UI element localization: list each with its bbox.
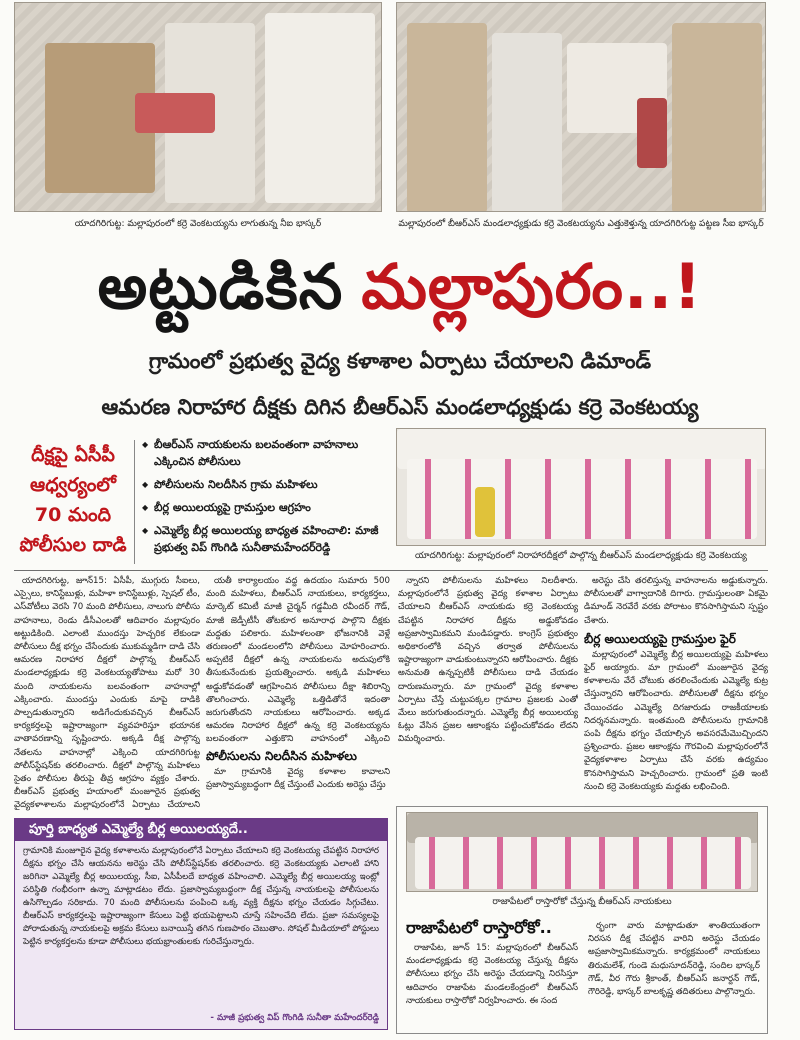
opinion-title: పూర్తి బాధ్యత ఎమ్మెల్యే బీర్ల అయిలయ్యదే.. [15,819,387,841]
article-paragraph: యాదగిరిగుట్ట, జూన్15: ఏసీపీ, ముగ్గురు సీఐలు, ఎస్సైలు, కానిస్టేబుళ్లు, మహిళా కానిస్టేబుళ్లు, స్పెషల్ టీం, ఎస్‌వోటీలు వెరసి 70 మంది పోలీసులు, నాలుగు పోలీసు వాహనాలు, రెండు డీసీఎంలతో ఆదివారం మల్లాపురం అట్టుడికింది. ఎలాంటి ముందస్తు హెచ్చరిక లేకుండా పోలీసులు దీక్ష భగ్నం చేసేందుకు ముకుమ్మడిగా దాడి చేసి ఆమరణ నిరాహార దీక్షలో పాల్గొన్న బీఆర్ఎస్ మండలాధ్యక్షుడు కర్రె వెంకటయ్యతోపాటు మరో 30 మంది నాయకులను బలవంతంగా వాహనాల్లో ఎక్కించారు. ముందస్తు ఎందుకు మాపై దాడికి పాల్పడుతున్నారని అడిగేందుకువచ్చిన బీఆర్ఎస్ కార్యకర్తలపై ఇష్టారాజ్యంగా వ్యవహరిస్తూ భయానక వాతావరణాన్ని సృష్టించారు. అక్కడి దీక్ష పాల్గొన్న నేతలను వాహనాల్లో ఎక్కించి యాదగిరిగుట్ట పోలీస్‌స్టేషన్‌కు తరలించారు. దీక్షలో పాల్గొన్న మహిళలు సైతం పోలీసుల తీరుపై తీవ్ర ఆగ్రహం వ్యక్తం చేశారు. బీఆర్ఎస్ ప్రభుత్వ హయాంలో మంజూరైన ప్రభుత్వ వైద్యకళాశాలను మల్లాపురంలోనే ఏర్పాటు చేయాలని [14,576,200,811]
headline-part1: అట్టుడికిన [97,250,344,323]
top-left-caption: యాదగిరిగుట్ట: మల్లాపురంలో కర్రె వెంకటయ్యను లాగుతున్న నీఐ భాస్కర్ [74,219,322,229]
article-paragraph: అరెస్టు చేసి తరలిస్తున్న వాహనాలను అడ్డుకున్నారు. పోలీసులతో వాగ్వాదానికి దిగారు. గ్రామస్తులంతా ఏకమై డిమాండ్ నెరవేరే వరకు పోరాటం కొనసాగిస్తామని స్పష్టం చేశారు. [584,576,768,626]
article-paragraph: రాజాపేట, జూన్ 15: మల్లాపురంలో బీఆర్ఎస్ మండలాధ్యక్షుడు కర్రె వెంకటయ్య చేస్తున్న దీక్షను పోలీసులు భగ్నం చేసి అరెస్టు చేయడాన్ని నిరసిస్తూ ఆదివారం రాజాపేట మండలకేంద్రంలో బీఆర్ఎస్ నాయకులు రాస్తారోకో నిర్వహించారు. ఈ సంద [406,943,578,1006]
article-paragraph: న్నారని పోలీసులను మహిళలు నిలదీశారు. మల్లాపురంలోనే ప్రభుత్వ వైద్య కళాశాల ఏర్పాటు చేయాలని బీఆర్ఎస్ నాయకుడు కర్రె వెంకటయ్య చేపట్టిన నిరాహార దీక్షను అడ్డుకోవడం అప్రజాస్వామికమని మండిపడ్డారు. కాంగ్రెస్ ప్రభుత్వం అధికారంలోకి వచ్చిన తర్వాత పోలీసులను ఇష్టారాజ్యంగా వాడుకుంటున్నారని ఆరోపించారు. దీక్షకు అనుమతి ఉన్నప్పటికీ పోలీసులు దాడి చేయడం దారుణమన్నారు. మా గ్రామంలో వైద్య కళాశాల ఏర్పాటు చేస్తే చుట్టుపక్కల గ్రామాల ప్రజలకు ఎంతో మేలు జరుగుతుందన్నారు. ఎమ్మెల్యే బీర్ల అయిలయ్య ఓట్లు వేసిన ప్రజల ఆకాంక్షను పట్టించుకోవడం లేదని విమర్శించారు. [398,576,578,745]
top-right-photo [396,2,766,212]
article-column-4 [584,575,768,797]
bullet-item: ◆ బీఆర్ఎస్ నాయకులను బలవంతంగా వాహనాలు ఎక్కించిన పోలీసులు [142,436,386,470]
section-subhead: పోలీసులను నిలదీసిన మహిళలు [206,749,357,763]
subheadline-1: గ్రామంలో ప్రభుత్వ వైద్య కళాశాల ఏర్పాటు చేయాలని డిమాండ్ [148,349,652,373]
article-paragraph: మా గ్రామానికి వైద్య కళాశాల కావాలని ప్రజాస్వామ్యబద్ధంగా దీక్ష చేస్తుంటే ఎందుకు అరెస్టు చేస్తు [206,767,390,791]
article-paragraph: ర్భంగా వారు మాట్లాడుతూ శాంతియుతంగా నిరసన దీక్ష చేపట్టిన వారిని అరెస్టు చేయడం అప్రజాస్వామికమన్నారు. కార్యక్రమంలో నాయకులు తిరుమలేశ్, గుండె మధుసూదన్‌రెడ్డి, సందిల భాస్కర్ గౌడ్, వీర గౌరు శ్రీకాంత్, బీఆర్ఎస్ జనార్దన్ గౌడ్, గౌరిరెడ్డి, భాస్కర్ బాలకృష్ణ తదితరులు పాల్గొన్నారు. [588,921,760,998]
bottom-caption: రాజాపేటలో రాస్తారోకో చేస్తున్న బీఆర్ఎస్ నాయకులు [492,897,672,907]
subheadline-2: ఆమరణ నిరాహార దీక్షకు దిగిన బీఆర్ఎస్ మండలాధ్యక్షుడు కర్రె వెంకటయ్య [101,395,699,419]
section-divider [14,570,768,571]
opinion-text: గ్రామానికి మంజూరైన వైద్య కళాశాలను మల్లాపురంలోనే ఏర్పాటు చేయాలని కర్రె వెంకటయ్య చేపట్టిన నిరాహార దీక్షను భగ్నం చేసి ఆయనను అరెస్టు చేసి పోలీస్‌స్టేషన్‌కు తరలించారు. కర్రె వెంకటయ్యకు ఎలాంటి హాని జరిగినా ఎమ్మెల్యే బీర్ల అయిలయ్య, సీఐ, ఏసీపీలదే బాధ్యత వహించాలి. ఎమ్మెల్యే బీర్ల అయిలయ్య ఇంట్లో పరిస్థితి గంభీరంగా ఉన్నా మాట్లాడటం లేదు. ప్రజాస్వామ్యబద్ధంగా దీక్ష చేస్తున్న నాయకులపై పోలీసులను ఉసిగొల్పడం సరికాదు. 70 మంది పోలీసులను పంపించి ఒక్క వ్యక్తి దీక్షను భగ్నం చేయడం సిగ్గుచేటు. బీఆర్ఎస్ కార్యకర్తలపై ఇష్టారాజ్యంగా కేసులు పెట్టి భయపెట్టాలని చూస్తే సహించేది లేదు. ప్రజా సమస్యలపై పోరాడుతున్న నాయకులపై అక్రమ కేసులు బనాయిస్తే తగిన గుణపాఠం చెబుతాం. సోషల్ మీడియాలో పోస్టులు పెట్టిన కార్యకర్తలను కూడా పోలీసులు భయభ్రాంతులకు గురిచేస్తున్నారు. [23,846,379,947]
highlight-line-3: 70 మంది [34,504,112,526]
highlight-line-4: పోలీసుల దాడి [19,534,127,556]
highlight-line-2: ఆధ్వర్యంలో [30,474,116,496]
top-right-caption: మల్లాపురంలో బీఆర్ఎస్ మండలాధ్యక్షుడు కర్రె వెంకటయ్యను ఎత్తుకెళ్తున్న యాదగిరిగుట్ట పట్టణ సీఐ భాస్కర్ [398,219,764,229]
rastaroko-title: రాజాపేటలో రాస్తారోకో.. [406,918,552,937]
opinion-signature: - మాజీ ప్రభుత్వ విప్ గొంగిడి సునీతా మహేందర్‌రెడ్డి [210,1013,379,1023]
bullet-item: ◆ బీర్ల అయిలయ్యపై గ్రామస్తుల ఆగ్రహం [142,499,386,516]
middle-photo [396,428,766,546]
bullet-item: ◆ ఎమ్మెల్యే బీర్ల అయిలయ్య బాధ్యత వహించాలి: మాజీ ప్రభుత్వ విప్ గొంగిడి సునీతామహేందర్‌రెడ్డి [142,522,386,556]
bullet-list [142,436,386,568]
top-left-photo [14,2,382,212]
main-headline [12,252,788,336]
highlight-line-1: దీక్షపై ఏసీపీ [31,444,115,466]
article-column-2 [206,575,390,813]
opinion-box [14,818,388,1030]
highlight-box [14,438,132,564]
article-column-3 [398,575,578,797]
bottom-photo [406,812,758,892]
article-column-1 [14,575,200,813]
headline-part2: మల్లాపురం..! [361,250,703,323]
middle-caption: యాదగిరిగుట్ట: మల్లాపురంలో నిరాహారదీక్షలో పాల్గొన్న బీఆర్ఎస్ మండలాధ్యక్షుడు కర్రె వెంకటయ్య [415,551,747,561]
article-paragraph: మల్లాపురంలో ఎమ్మెల్యే బీర్ల అయిలయ్యపై మహిళలు ఫైర్ అయ్యారు. మా గ్రామంలో మంజూరైన వైద్య కళాశాలను వేరే చోటుకు తరలించేందుకు ఎమ్మెల్యే కుట్ర చేస్తున్నారని ఆరోపించారు. పోలీసులతో దీక్షను భగ్నం చేయించడం ఎమ్మెల్యే దిగజారుడు రాజకీయాలకు నిదర్శనమన్నారు. ఇంతమంది పోలీసులను గ్రామానికి పంపి దీక్షను భగ్నం చేయాల్సిన అవసరమేమొచ్చిందని ప్రశ్నించారు. ప్రజల ఆకాంక్షను గౌరవించి మల్లాపురంలోనే వైద్యకళాశాల ఏర్పాటు చేసే వరకు ఉద్యమం కొనసాగిస్తామని హెచ్చరించారు. గ్రామంలో ప్రతి ఇంటి నుంచి కర్రె వెంకటయ్యకు మద్దతు లభించింది. [584,649,768,792]
rastaroko-column-2 [588,920,760,1028]
bullet-item: ◆ పోలీసులను నిలదీసిన గ్రామ మహిళలు [142,476,386,493]
highlight-divider [134,440,135,564]
section-subhead: బీర్ల అయిలయ్యపై గ్రామస్తుల ఫైర్ [584,631,736,646]
article-paragraph: యతీ కార్యాలయం వద్ద ఉదయం సుమారు 500 మంది మహిళలు, బీఆర్ఎస్ నాయకులు, కార్యకర్తలు, మార్కెట్ కమిటీ మాజీ చైర్మన్ గడ్డమీది రవీందర్ గౌడ్, మాజీ జెడ్పీటీసీ తోటకూర అనూరాధ పాల్గొని దీక్షకు మద్దతు పలికారు. మహిళలంతా భోజనానికి వెళ్లే తరుణంలో మండలంలోని పోలీసులు మోహరించారు. అప్పటికే దీక్షలో ఉన్న నాయకులను అదుపులోకి తీసుకునేందుకు ప్రయత్నించారు. అక్కడి మహిళలు అడ్డుకోవడంతో ఆగ్రహించిన పోలీసులు దీక్షా శిబిరాన్ని తొలగించారు. ఎమ్మెల్యే ఒత్తిడితోనే ఇదంతా జరుగుతోందని నాయకులు ఆరోపించారు. అక్కడ ఆమరణ నిరాహార దీక్షలో ఉన్న కర్రె వెంకటయ్యను బలవంతంగా ఎత్తుకొని వాహనంలో ఎక్కించి [206,576,390,745]
rastaroko-column-1 [406,942,578,1028]
